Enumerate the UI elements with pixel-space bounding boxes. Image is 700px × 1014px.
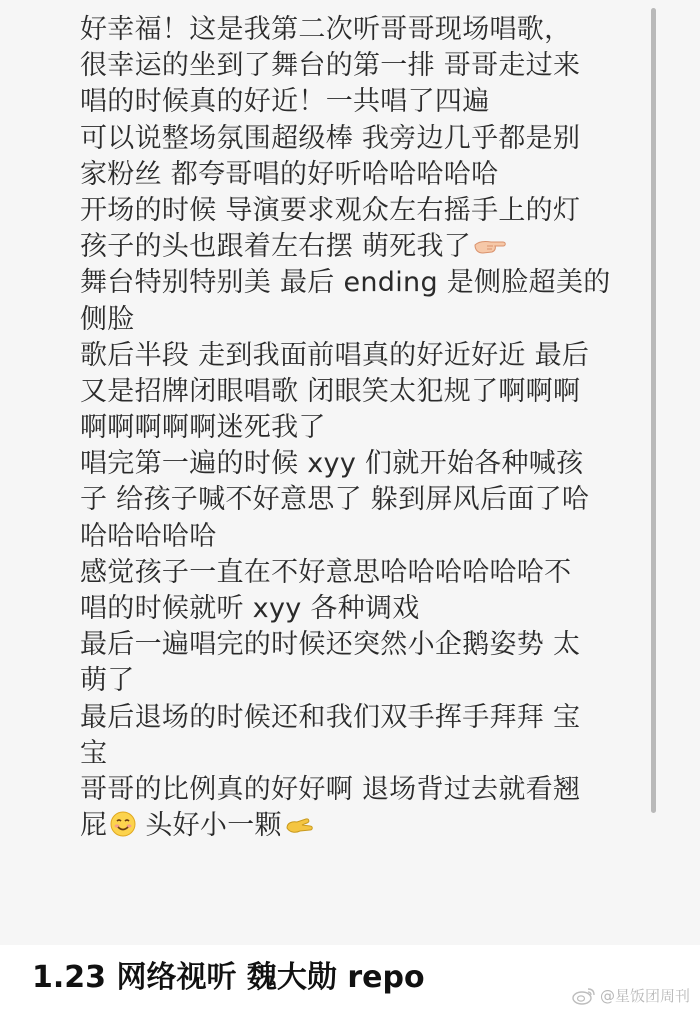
note-line: 宝 xyxy=(80,737,108,769)
weibo-icon xyxy=(572,987,596,1005)
note-line: 家粉丝 都夸哥唱的好听哈哈哈哈哈 xyxy=(80,158,499,190)
watermark-text: @星饭团周刊 xyxy=(599,987,690,1005)
watermark xyxy=(572,985,690,1006)
note-line: 很幸运的坐到了舞台的第一排 哥哥走过来 xyxy=(80,50,581,82)
note-line-text: 孩子的头也跟着左右摆 萌死我了 xyxy=(80,231,472,263)
scrollbar[interactable] xyxy=(651,8,656,813)
note-line: 好幸福！这是我第二次听哥哥现场唱歌， xyxy=(80,14,572,45)
smiling-face-icon xyxy=(109,810,137,848)
note-line: 舞台特别特别美 最后 ending 是侧脸超美的 xyxy=(80,267,611,299)
note-line: 唱的时候真的好近！一共唱了四遍 xyxy=(80,86,490,118)
note-line: 感觉孩子一直在不好意思哈哈哈哈哈哈不 xyxy=(80,556,572,588)
note-line: 最后一遍唱完的时候还突然小企鹅姿势 太 xyxy=(80,629,581,661)
note-text xyxy=(80,12,640,844)
pointing-hand-icon xyxy=(473,233,507,269)
note-line: 萌了 xyxy=(80,665,135,697)
pinching-hand-icon xyxy=(284,812,314,848)
note-line-text: 屁 xyxy=(80,810,108,842)
note-line: 哥哥的比例真的好好啊 退场背过去就看翘 xyxy=(80,773,581,805)
scrollbar-thumb[interactable] xyxy=(651,8,656,813)
note-line: 子 给孩子喊不好意思了 躲到屏风后面了哈 xyxy=(80,484,590,516)
note-line: 又是招牌闭眼唱歌 闭眼笑太犯规了啊啊啊 xyxy=(80,375,581,407)
note-line: 哈哈哈哈哈 xyxy=(80,520,217,552)
note-line: 开场的时候 导演要求观众左右摇手上的灯 xyxy=(80,194,581,226)
note-line: 可以说整场氛围超级棒 我旁边几乎都是别 xyxy=(80,122,581,154)
note-line-with-emoji xyxy=(80,808,640,844)
note-line: 最后退场的时候还和我们双手挥手拜拜 宝 xyxy=(80,701,581,733)
note-line-text: 头好小一颗 xyxy=(145,810,282,842)
note-line: 唱的时候就听 xyy 各种调戏 xyxy=(80,593,420,624)
note-line: 啊啊啊啊啊迷死我了 xyxy=(80,412,326,444)
note-line: 唱完第一遍的时候 xyy 们就开始各种喊孩 xyxy=(80,448,584,480)
caption: 1.23 网络视听 魏大勋 repo xyxy=(32,960,425,995)
note-line: 歌后半段 走到我面前唱真的好近好近 最后 xyxy=(80,339,590,371)
note-line: 侧脸 xyxy=(80,303,135,335)
note-line-with-emoji xyxy=(80,229,640,265)
